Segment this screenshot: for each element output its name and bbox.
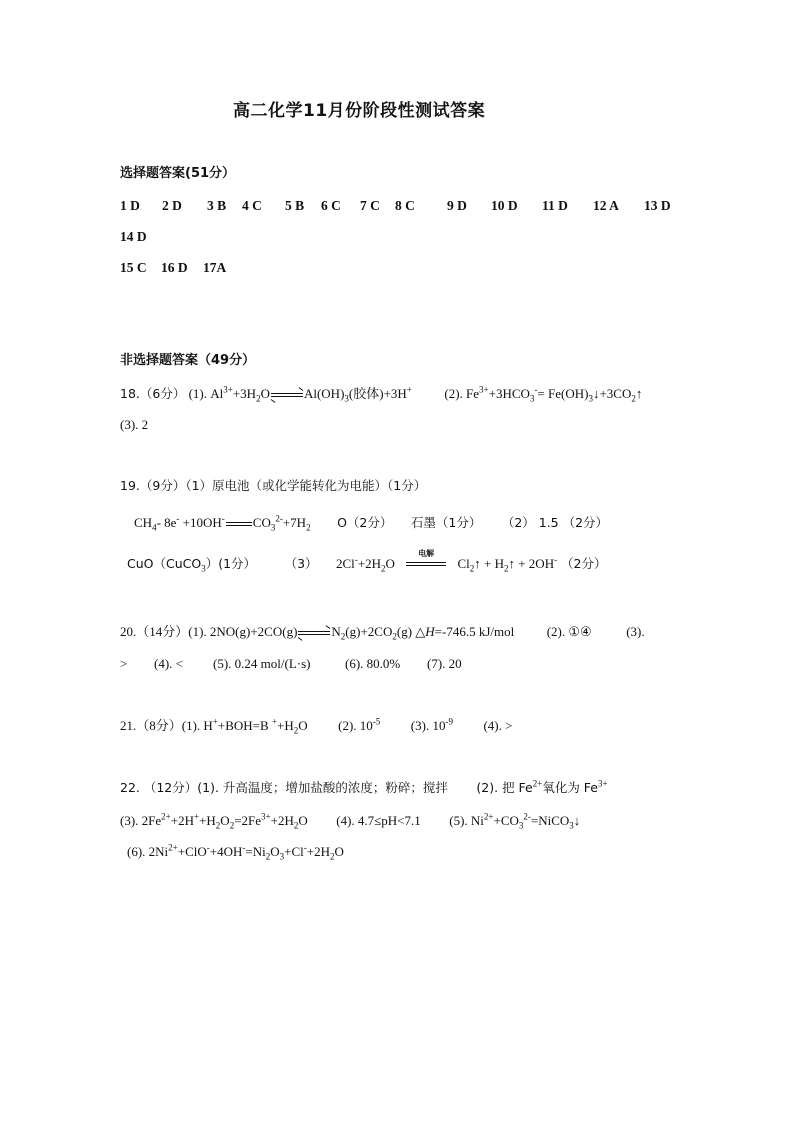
mc-answer: 2 D bbox=[162, 198, 182, 213]
mc-answer: 15 C bbox=[120, 260, 147, 275]
page-title: 高二化学11月份阶段性测试答案 bbox=[233, 101, 486, 121]
mc-answer: 17A bbox=[203, 260, 227, 275]
q22-line-2: (3). $2Fe^{2+}+2H^++H_2O_2=2Fe^{3+}+2H_2O$ (4). 4.7≤pH<7.1 (5). $Ni^{2+}+CO_3^{2-}=NiCO_3↓$ bbox=[120, 811, 581, 831]
q22-line-3: (6). $2Ni^{2+}+ClO^-+4OH^-=Ni_2O_3+Cl^-+2H_2O$ bbox=[127, 842, 344, 862]
q18-label: 18.（6分） bbox=[120, 386, 186, 401]
mc-answer: 9 D bbox=[447, 198, 467, 213]
mc-answers-row-3 bbox=[120, 260, 320, 276]
electrolysis-arrow-icon: 电解 bbox=[406, 559, 446, 571]
mc-answer: 4 C bbox=[242, 198, 262, 213]
mc-heading: 选择题答案(51分） bbox=[120, 166, 236, 181]
equilibrium-arrow-icon bbox=[271, 391, 303, 399]
mc-answers-row-1 bbox=[120, 198, 720, 214]
mc-answer: 16 D bbox=[161, 260, 188, 275]
q20-line-2: > (4). < (5). 0.24 mol/(L·s) (6). 80.0% (7). 20 bbox=[120, 656, 462, 671]
q18-line-1 bbox=[120, 386, 642, 402]
q19-line-3: CuO（CuCO$_3$）(1分） （3） $2Cl^-+2H_2O$ 电解 $Cl_2↑$ + $H_2↑ + 2OH^-$ （2分） bbox=[127, 549, 607, 574]
mc-answer: 8 C bbox=[395, 198, 415, 213]
nonmc-heading: 非选择题答案（49分） bbox=[120, 353, 256, 368]
mc-answer: 1 D bbox=[120, 198, 140, 213]
q20-line-1: 20.（14分）(1). 2NO(g)+2CO(g) $N_2(g)+2CO_2(g)$ △H=-746.5 kJ/mol (2). ①④ (3). bbox=[120, 624, 645, 642]
mc-answer: 14 D bbox=[120, 229, 147, 244]
q20-label: 20.（14分）(1). 2NO(g)+2CO(g) bbox=[120, 624, 298, 639]
mc-answer: 13 D bbox=[644, 198, 671, 213]
mc-answers-row-2 bbox=[120, 229, 147, 245]
mc-answer: 12 A bbox=[593, 198, 619, 213]
equilibrium-arrow-icon bbox=[298, 629, 330, 637]
q18-part2: (2). $Fe^{3+}+3HCO_3^-=$ $Fe(OH)_3↓+3CO_2↑$ bbox=[444, 384, 643, 404]
equals-arrow-icon bbox=[226, 521, 252, 527]
q18-line-2: (3). 2 bbox=[120, 417, 149, 432]
q19-line-1: 19.（9分）（1）原电池（或化学能转化为电能）（1分） bbox=[120, 478, 427, 493]
mc-answer: 11 D bbox=[542, 198, 568, 213]
q21-line-1: 21.（8分）(1). H++BOH=B $^++H_2O$ (2). $10^{-5}$ (3). $10^{-9}$ (4). > bbox=[120, 716, 513, 736]
q22-line-1: 22. （12分）(1). 升高温度；增加盐酸的浓度；粉碎；搅拌 (2). 把 $Fe^{2+}$氧化为 $Fe^{3+}$ bbox=[120, 778, 608, 795]
mc-answer: 10 D bbox=[491, 198, 518, 213]
mc-answer: 3 B bbox=[207, 198, 227, 213]
mc-answer: 7 C bbox=[360, 198, 380, 213]
q19-line-2: $CH_4-$ 8e- +10OH- $CO_3^{2-}+7H_2$ O（2分） 石墨（1分） （2） 1.5 （2分） bbox=[134, 513, 609, 533]
mc-answer: 5 B bbox=[285, 198, 305, 213]
q18-part1: (1). $Al^{3+}+3H_2O$ $Al(OH)_3$(胶体)+3H+ bbox=[188, 384, 412, 404]
mc-answer: 6 C bbox=[321, 198, 341, 213]
